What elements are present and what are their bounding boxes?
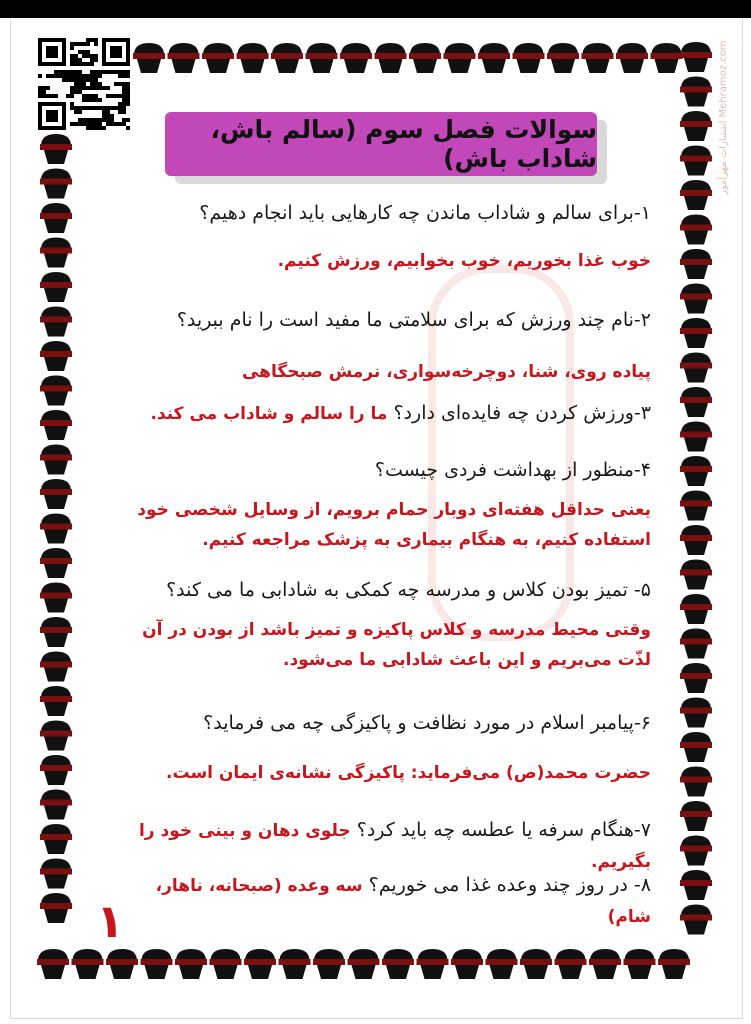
qa-item-6: [111, 708, 651, 788]
qa-item-1: [111, 198, 651, 276]
cupcake-icon: [680, 767, 712, 797]
cupcake-icon: [40, 824, 72, 854]
qa-item-2: [111, 305, 651, 387]
cupcake-icon: [237, 43, 269, 73]
cupcake-icon: [680, 698, 712, 728]
cupcake-icon: [582, 43, 614, 73]
cupcake-icon: [547, 43, 579, 73]
answer-8: سه وعده (صبحانه، ناهار، شام): [155, 876, 651, 927]
cupcake-icon: [40, 445, 72, 475]
qa-item-8: [111, 870, 651, 932]
cupcake-icon: [680, 836, 712, 866]
page-number: ۱: [96, 894, 125, 948]
answer-3: ما را سالم و شاداب می کند.: [150, 404, 388, 424]
cupcake-icon: [680, 42, 712, 72]
cupcake-icon: [141, 949, 173, 979]
answer-6: حضرت محمد(ص) می‌فرماید: پاکیزگی نشانه‌ی ایمان است.: [165, 763, 651, 783]
cupcake-icon: [40, 410, 72, 440]
qa-item-3: [111, 398, 651, 429]
cupcake-icon: [589, 949, 621, 979]
cupcake-icon: [40, 169, 72, 199]
cupcake-icon: [680, 801, 712, 831]
cupcake-icon: [40, 755, 72, 785]
question-1: ۱-برای سالم و شاداب ماندن چه کارهایی باید انجام دهیم؟: [199, 202, 651, 224]
cupcake-icon: [40, 203, 72, 233]
cupcake-icon: [40, 721, 72, 751]
cupcake-icon: [382, 949, 414, 979]
side-watermark: Mehramoz.com انتشارات مهرآموز: [718, 40, 729, 195]
answer-1: خوب غذا بخوریم، خوب بخوابیم، ورزش کنیم.: [277, 251, 651, 271]
cupcake-icon: [680, 422, 712, 452]
qa-item-5: [111, 575, 651, 675]
decorative-border-left: [36, 132, 76, 948]
cupcake-icon: [680, 284, 712, 314]
cupcake-icon: [72, 949, 104, 979]
cupcake-icon: [106, 949, 138, 979]
cupcake-icon: [680, 146, 712, 176]
cupcake-icon: [40, 479, 72, 509]
question-3-row: [111, 398, 651, 429]
cupcake-icon: [306, 43, 338, 73]
question-8: ۸- در روز چند وعده غذا می خوریم؟: [368, 874, 651, 896]
cupcake-icon: [40, 307, 72, 337]
qa-item-4: [111, 455, 651, 555]
cupcake-icon: [680, 353, 712, 383]
cupcake-icon: [417, 949, 449, 979]
cupcake-icon: [680, 249, 712, 279]
cupcake-icon: [168, 43, 200, 73]
answer-5: وقتی محیط مدرسه و کلاس پاکیزه و تمیز باشد از بودن در آن لذّت می‌بریم و این باعث شادابی ما می‌شود.: [142, 620, 651, 670]
cupcake-icon: [680, 870, 712, 900]
cupcake-icon: [680, 732, 712, 762]
cupcake-icon: [340, 43, 372, 73]
cupcake-icon: [37, 949, 69, 979]
qa-item-7: [111, 815, 651, 877]
cupcake-icon: [40, 583, 72, 613]
cupcake-icon: [680, 215, 712, 245]
cupcake-icon: [40, 790, 72, 820]
cupcake-icon: [133, 43, 165, 73]
cupcake-icon: [271, 43, 303, 73]
cupcake-icon: [210, 949, 242, 979]
cupcake-icon: [202, 43, 234, 73]
cupcake-icon: [40, 514, 72, 544]
cupcake-icon: [680, 905, 712, 935]
top-bar: [0, 0, 751, 18]
cupcake-icon: [375, 43, 407, 73]
title-banner: [165, 112, 597, 176]
cupcake-icon: [555, 949, 587, 979]
cupcake-icon: [40, 272, 72, 302]
cupcake-icon: [680, 560, 712, 590]
cupcake-icon: [279, 949, 311, 979]
cupcake-icon: [616, 43, 648, 73]
question-6: ۶-پیامبر اسلام در مورد نظافت و پاکیزگی چه می فرماید؟: [203, 712, 651, 734]
cupcake-icon: [313, 949, 345, 979]
cupcake-icon: [40, 859, 72, 889]
question-5: ۵- تمیز بودن کلاس و مدرسه چه کمکی به شادابی ما می کند؟: [166, 579, 651, 601]
qr-code: [38, 38, 130, 130]
cupcake-icon: [478, 43, 510, 73]
cupcake-icon: [409, 43, 441, 73]
cupcake-icon: [244, 949, 276, 979]
cupcake-icon: [680, 663, 712, 693]
cupcake-icon: [40, 134, 72, 164]
question-7: ۷-هنگام سرفه یا عطسه چه باید کرد؟: [356, 819, 651, 841]
cupcake-icon: [520, 949, 552, 979]
question-4: ۴-منظور از بهداشت فردی چیست؟: [374, 459, 651, 481]
cupcake-icon: [680, 77, 712, 107]
cupcake-icon: [680, 387, 712, 417]
cupcake-icon: [40, 238, 72, 268]
cupcake-icon: [40, 893, 72, 923]
cupcake-icon: [486, 949, 518, 979]
cupcake-icon: [680, 456, 712, 486]
cupcake-icon: [40, 686, 72, 716]
cupcake-icon: [513, 43, 545, 73]
cupcake-icon: [680, 180, 712, 210]
cupcake-icon: [40, 376, 72, 406]
question-3: ۳-ورزش کردن چه فایده‌ای دارد؟: [393, 402, 651, 424]
decorative-border-right: [676, 40, 716, 948]
question-2: ۲-نام چند ورزش که برای سلامتی ما مفید است را نام ببرید؟: [176, 309, 651, 331]
cupcake-icon: [175, 949, 207, 979]
decorative-border-bottom: [36, 946, 716, 982]
cupcake-icon: [680, 491, 712, 521]
question-8-row: [111, 870, 651, 932]
answer-7: جلوی دهان و بینی خود را بگیریم.: [138, 821, 651, 872]
cupcake-icon: [348, 949, 380, 979]
cupcake-icon: [40, 652, 72, 682]
answer-2: پیاده روی، شنا، دوچرخه‌سواری، نرمش صبحگاهی: [241, 362, 651, 382]
cupcake-icon: [658, 949, 690, 979]
question-7-row: [111, 815, 651, 877]
cupcake-icon: [680, 629, 712, 659]
cupcake-icon: [40, 341, 72, 371]
cupcake-icon: [451, 949, 483, 979]
cupcake-icon: [444, 43, 476, 73]
answer-4: یعنی حداقل هفته‌ای دوبار حمام برویم، از وسایل شخصی خود استفاده کنیم، به هنگام بیماری به پزشک مراجعه کنیم.: [137, 500, 651, 550]
cupcake-icon: [680, 318, 712, 348]
cupcake-icon: [624, 949, 656, 979]
page-title: سوالات فصل سوم (سالم باش، شاداب باش): [210, 115, 597, 173]
cupcake-icon: [680, 111, 712, 141]
cupcake-icon: [680, 525, 712, 555]
decorative-border-top: [132, 40, 712, 76]
cupcake-icon: [40, 617, 72, 647]
cupcake-icon: [40, 548, 72, 578]
cupcake-icon: [680, 594, 712, 624]
